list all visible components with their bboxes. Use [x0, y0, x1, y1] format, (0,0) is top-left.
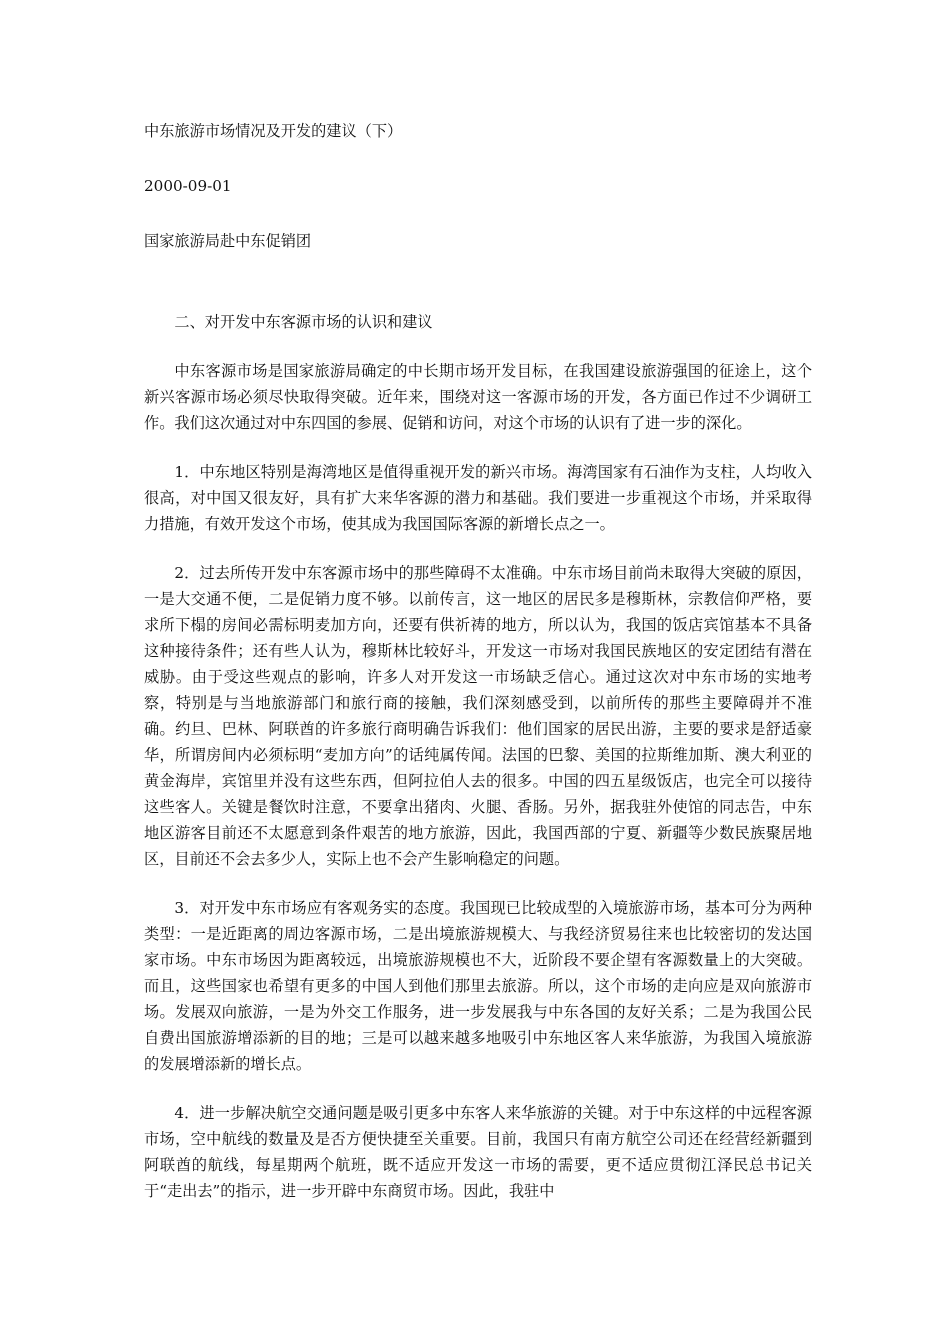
paragraph-point-4: 4．进一步解决航空交通问题是吸引更多中东客人来华旅游的关键。对于中东这样的中远程客源市场，空中航线的数量及是否方便快捷至关重要。目前，我国只有南方航空公司还在经营经新疆到阿联酋的航线，每星期两个航班，既不适应开发这一市场的需要，更不适应贯彻江泽民总书记关于“走出去”的指示，进一步开辟中东商贸市场。因此，我驻中 — [144, 1104, 812, 1200]
paragraph-point-1: 1．中东地区特别是海湾地区是值得重视开发的新兴市场。海湾国家有石油作为支柱，人均收入很高，对中国又很友好，具有扩大来华客源的潜力和基础。我们要进一步重视这个市场，并采取得力措施，有效开发这个市场，使其成为我国国际客源的新增长点之一。 — [144, 463, 812, 533]
publish-date: 2000-09-01 — [144, 177, 232, 195]
paragraph-intro: 中东客源市场是国家旅游局确定的中长期市场开发目标，在我国建设旅游强国的征途上，这个新兴客源市场必须尽快取得突破。近年来，围绕对这一客源市场的开发，各方面已作过不少调研工作。我们这次通过对中东四国的参展、促销和访问，对这个市场的认识有了进一步的深化。 — [144, 362, 812, 432]
document-body — [144, 118, 812, 1227]
paragraph-point-3: 3．对开发中东市场应有客观务实的态度。我国现已比较成型的入境旅游市场，基本可分为两种类型：一是近距离的周边客源市场，二是出境旅游规模大、与我经济贸易往来也比较密切的发达国家市场。中东市场因为距离较远，出境旅游规模也不大，近阶段不要企望有客源数量上的大突破。而且，这些国家也希望有更多的中国人到他们那里去旅游。所以，这个市场的走向应是双向旅游市场。发展双向旅游，一是为外交工作服务，进一步发展我与中东各国的友好关系；二是为我国公民自费出国旅游增添新的目的地；三是可以越来越多地吸引中东地区客人来华旅游，为我国入境旅游的发展增添新的增长点。 — [144, 899, 812, 1073]
document-title: 中东旅游市场情况及开发的建议（下） — [144, 122, 403, 140]
paragraph-point-2: 2．过去所传开发中东客源市场中的那些障碍不太准确。中东市场目前尚未取得大突破的原因，一是大交通不便，二是促销力度不够。以前传言，这一地区的居民多是穆斯林，宗教信仰严格，要求所下榻的房间必需标明麦加方向，还要有供祈祷的地方，所以认为，我国的饭店宾馆基本不具备这种接待条件；还有些人认为，穆斯林比较好斗，开发这一市场对我国民族地区的安定团结有潜在威胁。由于受这些观点的影响，许多人对开发这一市场缺乏信心。通过这次对中东市场的实地考察，特别是与当地旅游部门和旅行商的接触，我们深刻感受到，以前所传的那些主要障碍并不准确。约旦、巴林、阿联酋的许多旅行商明确告诉我们：他们国家的居民出游，主要的要求是舒适豪华，所谓房间内必须标明“麦加方向”的话纯属传闻。法国的巴黎、美国的拉斯维加斯、澳大利亚的黄金海岸，宾馆里并没有这些东西，但阿拉伯人去的很多。中国的四五星级饭店，也完全可以接待这些客人。关键是餐饮时注意，不要拿出猪肉、火腿、香肠。另外，据我驻外使馆的同志告，中东地区游客目前还不太愿意到条件艰苦的地方旅游，因此，我国西部的宁夏、新疆等少数民族聚居地区，目前还不会去多少人，实际上也不会产生影响稳定的问题。 — [144, 564, 812, 868]
section-heading: 二、对开发中东客源市场的认识和建议 — [174, 313, 433, 331]
author-line: 国家旅游局赴中东促销团 — [144, 232, 312, 250]
